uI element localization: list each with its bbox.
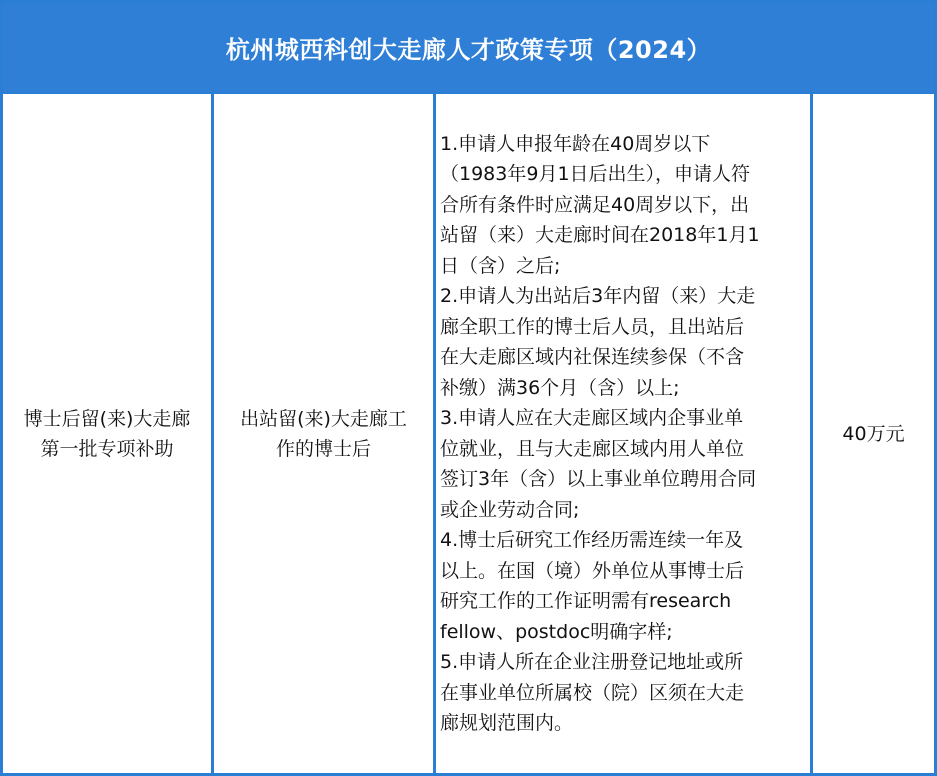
- target-group: 出站留(来)大走廊工 作的博士后: [240, 407, 407, 460]
- target-cell: [214, 94, 433, 773]
- project-cell: [3, 94, 211, 773]
- table-row: [3, 91, 934, 773]
- requirements-cell: [436, 94, 810, 773]
- amount-cell: [813, 94, 934, 773]
- subsidy-amount: 40万元: [842, 422, 905, 445]
- project-name: 博士后留(来)大走廊 第一批专项补助: [23, 407, 191, 460]
- requirements-text: 1.申请人申报年龄在40周岁以下 （1983年9月1日后出生），申请人符 合所有条件时应满足40周岁以下，出 站留（来）大走廊时间在2018年1月1 日（含）之后; 2.申请人为出站后3年内留（来）大走 廊全职工作的博士后人员，且出站后 在大走廊区域内社保连续参保（不含 补缴）满36个月（含）以上; 3.申请人应在大走廊区域内企事业单 位就业，且与大走廊区域内用人单位 签订3年（含）以上事业单位聘用合同 或企业劳动合同; 4.博士后研究工作经历需连续一年及 以上。在国（境）外单位从事博士后 研究工作的工作证明需有research fellow、postdoc明确字样; 5.申请人所在企业注册登记地址或所 在事业单位所属校（院）区须在大走 廊规划范围内。: [440, 132, 760, 734]
- table-title: 杭州城西科创大走廊人才政策专项（2024）: [3, 3, 934, 91]
